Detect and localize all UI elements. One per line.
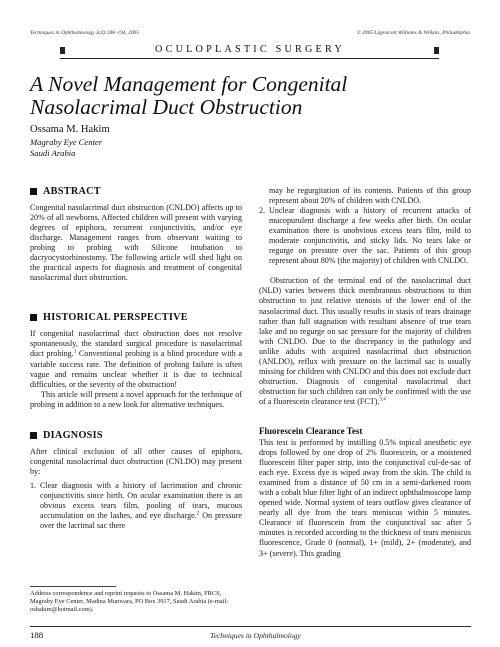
diagnosis-item-1: 1. Clear diagnosis with a history of lacrimation and chronic conjunctivitis since birth. On ocular examination there is an obvious excess tears film, pooling of tears, mucous accumulation on the lashes, and eye discharge.$^2$ On pressure over the lacrimal sac there — [30, 480, 242, 531]
journal-name: Techniques in Ophthalmology — [210, 631, 301, 640]
square-bullet-icon — [30, 314, 37, 321]
affiliation-line-1: Magraby Eye Center — [30, 137, 103, 147]
banner-right-block — [434, 47, 439, 54]
citation-ref: 3,4 — [379, 397, 386, 403]
abstract-heading — [30, 186, 242, 197]
article-title — [30, 73, 470, 119]
author-affiliation — [30, 137, 102, 159]
diagnosis-item-1-continued: may be regurgitation of its contents. Patients of this group represent about 20% of children with CNLDO. — [269, 186, 471, 206]
page-number: 188 — [30, 630, 44, 640]
author-name: Ossama M. Hakim — [30, 124, 110, 135]
diagnosis-heading — [30, 430, 242, 441]
historical-paragraph-1: If congenital nasolacrimal duct obstruction does not resolve spontaneously, the standard surgical procedure is nasolacrimal duct probing.$^1$ Conventional probing is a blind procedure with a variable success rate. The definition of probing failure is often vague and remains unclear whether it is due to technical difficulties, or the severity of the obstruction! — [30, 329, 242, 389]
abstract-heading-text: ABSTRACT — [43, 186, 101, 197]
article-title-line-1: A Novel Management for Congenital — [30, 72, 348, 96]
citation-ref: 2 — [196, 511, 200, 517]
banner-left-block — [60, 47, 65, 54]
section-banner: OCULOPLASTIC SURGERY — [155, 44, 345, 55]
banner-rule — [60, 58, 439, 59]
historical-paragraph-2: This article will present a novel approach for the technique of probing in addition to a new look for alternative techniques. — [30, 389, 242, 409]
diagnosis-item-2: 2. Unclear diagnosis with a history of recurrent attacks of mucopurulent discharge a few weeks after birth. On ocular examination there is unobvious excess tears film, mild to moderate conjunctivitis, and sticky lids. No tears lake or regurge on pressure over the sac. Patients of this group represent about 80% (the majority) of children with CNLDO. — [259, 206, 471, 266]
footer-rule — [30, 626, 471, 627]
article-title-line-2: Nasolacrimal Duct Obstruction — [30, 95, 303, 119]
citation-ref: 1 — [73, 349, 77, 355]
running-header-right: © 2005 Lippincott Williams & Wilkins, Philadelphia — [356, 30, 470, 36]
footnote-rule — [30, 586, 116, 587]
affiliation-line-2: Saudi Arabia — [30, 147, 76, 158]
diagnosis-intro: After clinical exclusion of all other causes of epiphora, congenital nasolacrimal duct obstruction (CNLDO) may present by: — [30, 446, 242, 476]
historical-heading-text: HISTORICAL PERSPECTIVE — [43, 312, 188, 324]
left-column — [30, 186, 242, 531]
square-bullet-icon — [30, 188, 37, 195]
square-bullet-icon — [30, 432, 37, 439]
fluorescein-heading: Fluorescein Clearance Test — [259, 425, 363, 436]
obstruction-paragraph: Obstruction of the terminal end of the nasolacrimal duct (NLD) varies between thick membranous obstructions to thin obstruction to just relative stenosis of the lower end of the nasolacrimal duct. This usually results in stasis of tears drainage rather than full stagnation with resultant absence of true tears lake and no regurge on sac pressure for the majority of children with CNLDO. Due to the discrepancy in the pathology and unlike adults with acquired nasolacrimal duct obstruction (ANLDO), reflux with pressure on the lacrimal sac is usually missing for children with CNLDO and this does not exclude duct obstruction. Diagnosis of congenital nasolacrimal duct obstruction for such children can only be confirmed with the use of a fluorescein clearance test (FCT).$^{3,4}$ — [259, 276, 471, 406]
running-header-left: Techniques in Ophthalmology 3(4):188–194, 2005 — [30, 30, 139, 36]
right-column — [259, 186, 471, 559]
fluorescein-text: This test is performed by instilling 0.5% topical anesthetic eye drops followed by one drop of 2% fluorescein, or a moistened fluorescein filter paper strip, into the conjunctival cul-de-sac of each eye. Excess dye is wiped away from the skin. The child is examined from a distance of 50 cm in a semi-darkened room with a cobalt blue filter light of an indirect ophthalmoscope lamp opened wide. Normal system of tears outflow gives clearance of nearly all dye from the tears meniscus within 5 minutes. Clearance of fluorescein from the conjunctival sac after 5 minutes is recorded according to the thickness of tears meniscus fluorescence, Grade 0 (normal), 1+ (mild), 2+ (moderate), and 3+ (severe). This grading — [259, 437, 471, 558]
historical-heading — [30, 312, 242, 323]
correspondence-footnote: Address correspondence and reprint requests to Ossama M. Hakim, FRCS, Magraby Eye Center, Madina Munwara, PO Box 3917, Saudi Arabia (e-mail: oshakim@hotmail.com). — [30, 590, 228, 614]
diagnosis-heading-text: DIAGNOSIS — [43, 429, 103, 441]
abstract-text: Congenital nasolacrimal duct obstruction (CNLDO) affects up to 20% of all newborns. Affected children will present with varying degrees of epiphora, recurrent conjunctivitis, and/or eye discharge. Management ranges from observant waiting to probing to probing with Silicone intubation to dacryocystorhinostomy. The following article will shed light on the practical aspects for diagnosis and treatment of congenital nasolacrimal duct obstruction. — [30, 203, 242, 283]
